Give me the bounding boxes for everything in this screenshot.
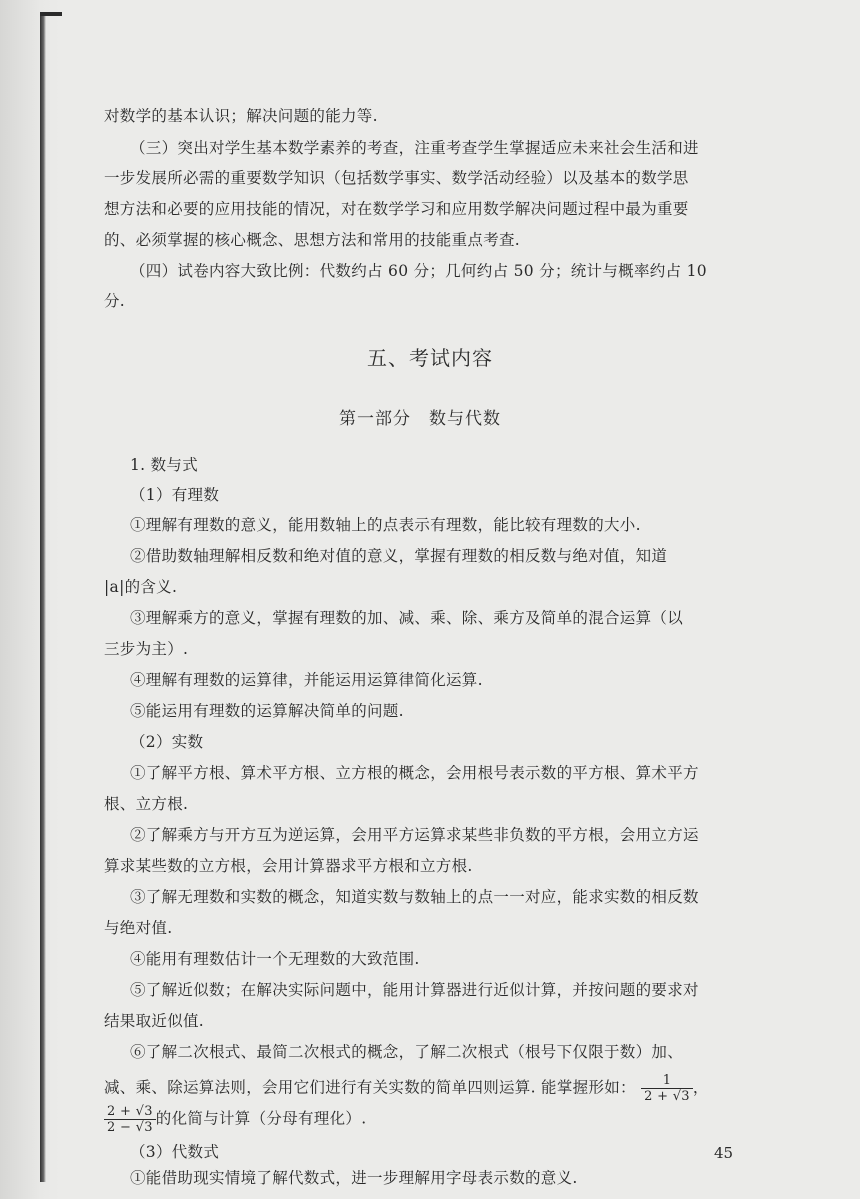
text-line: 结果取近似值. — [104, 1012, 205, 1030]
page-number: 45 — [714, 1144, 734, 1162]
text-line: ③理解乘方的意义，掌握有理数的加、减、乘、除、乘方及简单的混合运算（以 — [130, 609, 684, 627]
text-line: ②借助数轴理解相反数和绝对值的意义，掌握有理数的相反数与绝对值，知道 — [130, 547, 668, 565]
text-line: 根、立方根. — [104, 795, 189, 813]
section-title: 五、考试内容 — [367, 346, 493, 370]
fraction-one-over-two-plus-root3 — [641, 1073, 693, 1104]
fraction-numerator: 2 + √3 — [104, 1104, 156, 1120]
text-line: 算求某些数的立方根，会用计算器求平方根和立方根. — [104, 857, 473, 875]
text-line: 对数学的基本认识；解决问题的能力等. — [104, 107, 378, 125]
text-line: ②了解乘方与开方互为逆运算，会用平方运算求某些非负数的平方根，会用立方运 — [130, 826, 699, 844]
text-segment: ， — [692, 1078, 709, 1097]
text-line: （三）突出对学生基本数学素养的考查，注重考查学生掌握适应未来社会生活和进 — [130, 139, 699, 157]
book-spine-corner — [40, 12, 62, 16]
text-line: 三步为主）. — [104, 640, 189, 658]
text-line: ④能用有理数估计一个无理数的大致范围. — [130, 950, 420, 968]
text-segment: 的化简与计算（分母有理化）. — [155, 1109, 367, 1128]
text-line: 一步发展所必需的重要数学知识（包括数学事实、数学活动经验）以及基本的数学思 — [104, 169, 689, 187]
text-line: ⑤能运用有理数的运算解决简单的问题. — [130, 702, 404, 720]
text-line: 1. 数与式 — [130, 456, 199, 474]
text-line: （1）有理数 — [130, 486, 220, 504]
text-line: ①能借助现实情境了解代数式，进一步理解用字母表示数的意义. — [130, 1169, 578, 1187]
text-segment: 减、乘、除运算法则，会用它们进行有关实数的简单四则运算. 能掌握形如： — [104, 1078, 636, 1097]
book-spine-shadow — [40, 12, 46, 1182]
text-line: 与绝对值. — [104, 919, 173, 937]
text-line: 的、必须掌握的核心概念、思想方法和常用的技能重点考查. — [104, 231, 521, 249]
text-line: |a|的含义. — [104, 578, 178, 596]
text-line: ①了解平方根、算术平方根、立方根的概念，会用根号表示数的平方根、算术平方 — [130, 764, 699, 782]
fraction-numerator: 1 — [641, 1073, 693, 1089]
text-line-with-fraction — [104, 1073, 754, 1104]
text-line: 想方法和必要的应用技能的情况，对在数学学习和应用数学解决问题过程中最为重要 — [104, 200, 689, 218]
part-title: 第一部分 数与代数 — [339, 409, 501, 429]
text-line: ⑤了解近似数；在解决实际问题中，能用计算器进行近似计算，并按问题的要求对 — [130, 981, 699, 999]
text-line: ①理解有理数的意义，能用数轴上的点表示有理数，能比较有理数的大小. — [130, 516, 641, 534]
text-line: ③了解无理数和实数的概念，知道实数与数轴上的点一一对应，能求实数的相反数 — [130, 888, 699, 906]
text-line: ⑥了解二次根式、最简二次根式的概念，了解二次根式（根号下仅限于数）加、 — [130, 1043, 684, 1061]
text-line-with-fraction — [104, 1104, 744, 1135]
fraction-denominator: 2 − √3 — [107, 1120, 153, 1135]
text-line: （四）试卷内容大致比例：代数约占 60 分；几何约占 50 分；统计与概率约占 10 — [130, 262, 707, 280]
fraction-two-plus-root3-over-two-minus-root3 — [104, 1104, 156, 1135]
text-line: （3）代数式 — [130, 1143, 220, 1161]
text-line: ④理解有理数的运算律，并能运用运算律简化运算. — [130, 671, 483, 689]
text-line: 分. — [104, 292, 126, 310]
fraction-denominator: 2 + √3 — [644, 1089, 690, 1104]
text-line: （2）实数 — [130, 733, 204, 751]
